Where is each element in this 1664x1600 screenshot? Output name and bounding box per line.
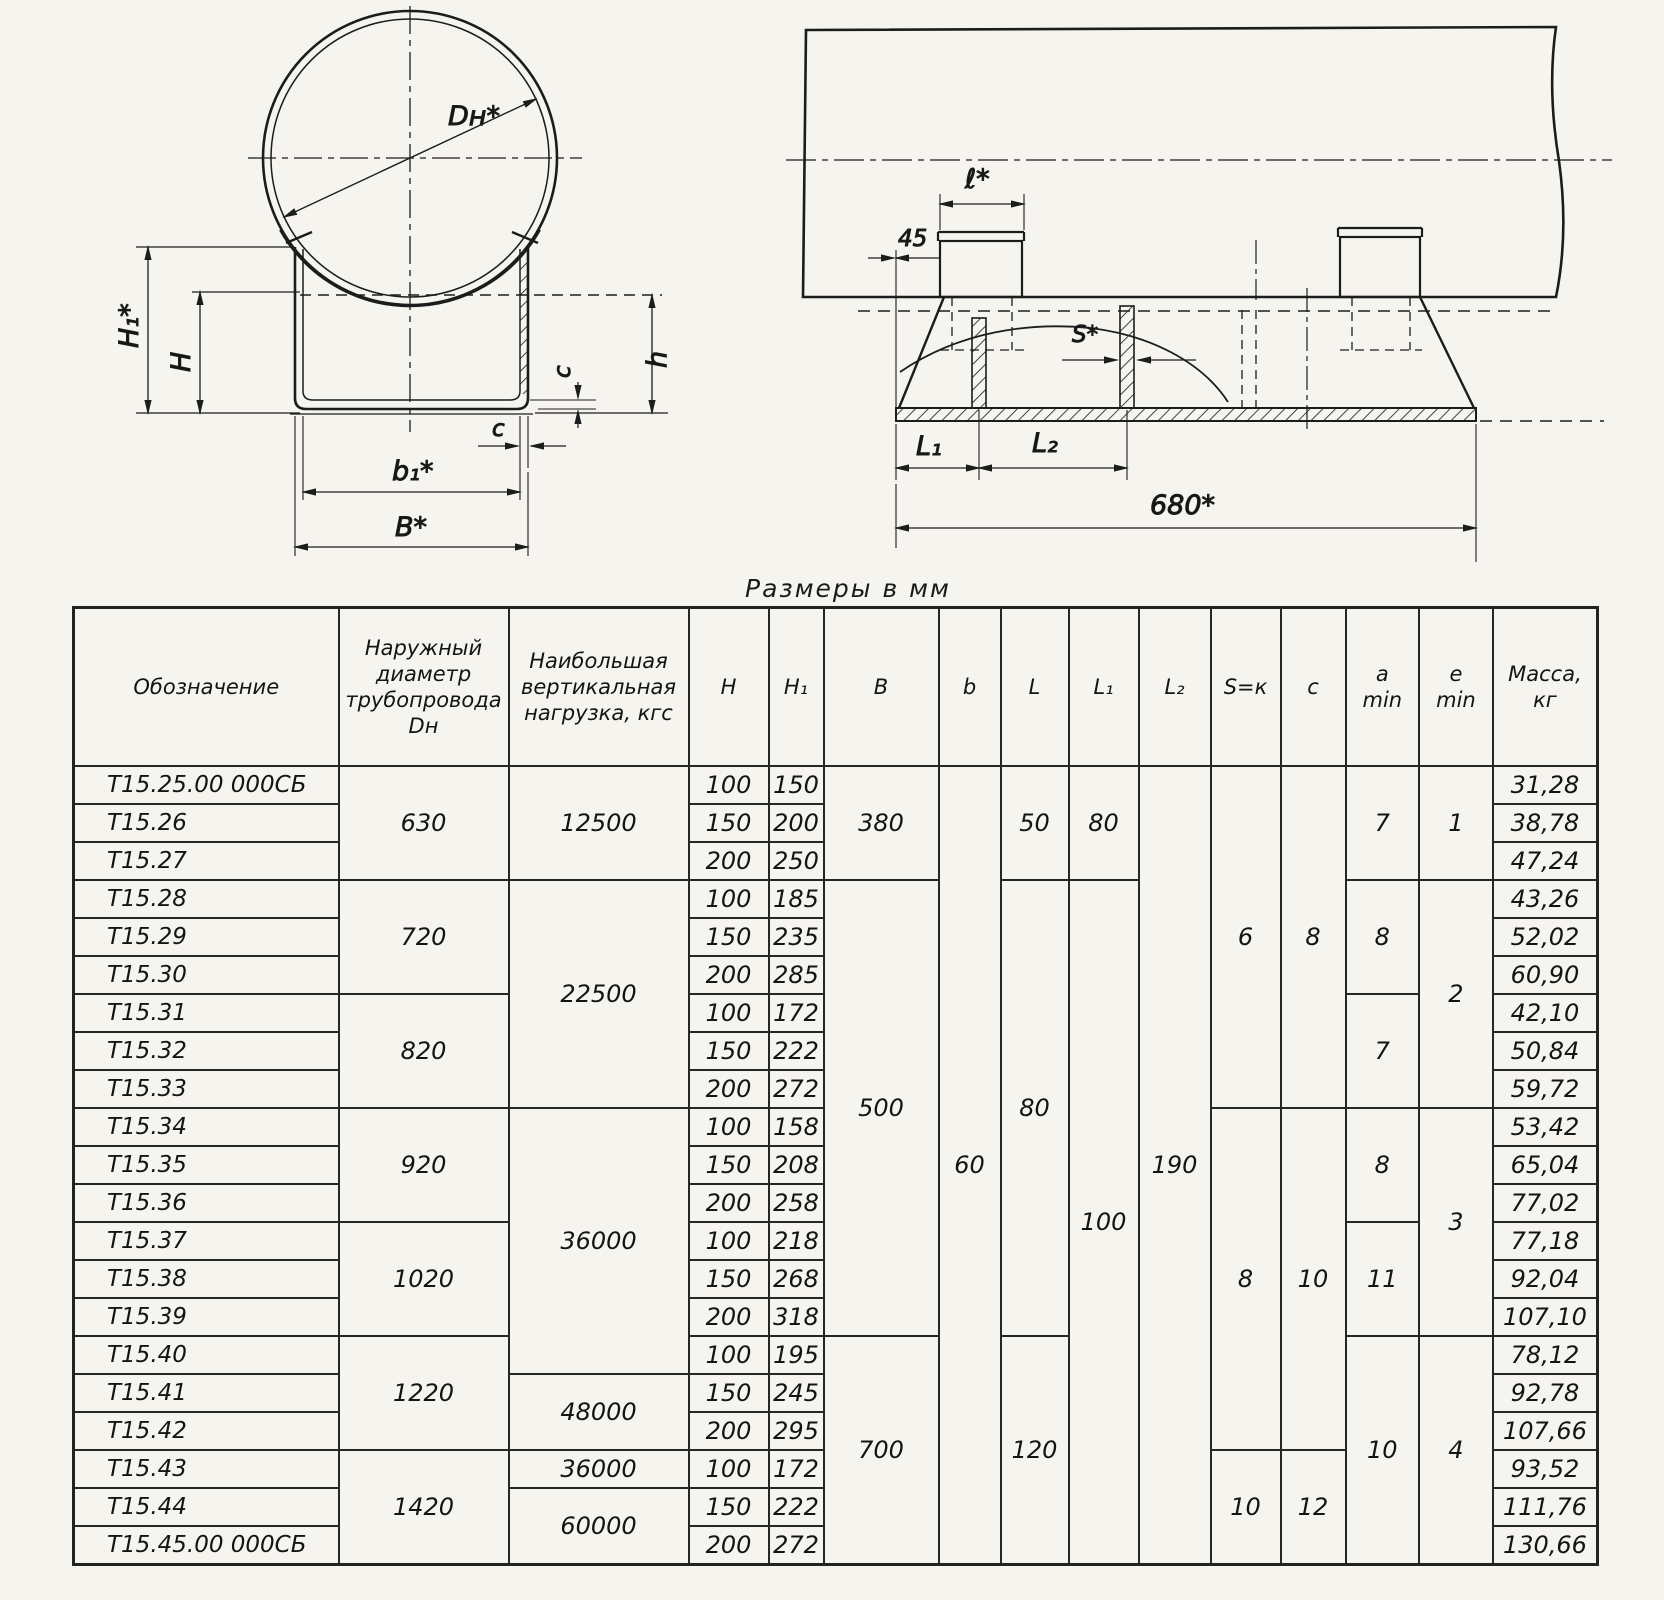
- cell-c: 10: [1281, 1108, 1346, 1450]
- cell-a-min: 8: [1346, 880, 1420, 994]
- cell-designation: Т15.26: [74, 804, 339, 842]
- cell-H: 150: [689, 804, 769, 842]
- cell-mass: 107,10: [1493, 1298, 1598, 1336]
- cell-L: 120: [1001, 1336, 1069, 1565]
- cell-H: 100: [689, 994, 769, 1032]
- cell-L2: 190: [1139, 766, 1211, 1565]
- cell-S: 8: [1211, 1108, 1281, 1450]
- cell-load: 36000: [509, 1450, 689, 1488]
- col-header-B: B: [824, 608, 939, 767]
- cell-L: 50: [1001, 766, 1069, 880]
- cell-designation: Т15.41: [74, 1374, 339, 1412]
- cell-H1: 235: [769, 918, 824, 956]
- cell-mass: 52,02: [1493, 918, 1598, 956]
- cell-mass: 130,66: [1493, 1526, 1598, 1565]
- cell-H: 100: [689, 1108, 769, 1146]
- cell-e-min: 2: [1419, 880, 1493, 1108]
- cell-mass: 53,42: [1493, 1108, 1598, 1146]
- cell-H1: 272: [769, 1070, 824, 1108]
- cell-H: 100: [689, 1336, 769, 1374]
- cell-designation: Т15.38: [74, 1260, 339, 1298]
- col-header-L: L: [1001, 608, 1069, 767]
- dim-label-dn: Dн*: [448, 101, 500, 132]
- cell-mass: 92,04: [1493, 1260, 1598, 1298]
- cell-H1: 208: [769, 1146, 824, 1184]
- cell-designation: Т15.40: [74, 1336, 339, 1374]
- col-header-mass: Масса, кг: [1493, 608, 1598, 767]
- cell-B: 700: [824, 1336, 939, 1565]
- cell-dn: 920: [339, 1108, 509, 1222]
- cell-designation: Т15.29: [74, 918, 339, 956]
- cell-designation: Т15.31: [74, 994, 339, 1032]
- cell-a-min: 7: [1346, 766, 1420, 880]
- cell-load: 22500: [509, 880, 689, 1108]
- cell-mass: 47,24: [1493, 842, 1598, 880]
- cell-H: 150: [689, 1374, 769, 1412]
- dim-label-b1: b₁*: [392, 456, 434, 487]
- cell-H1: 258: [769, 1184, 824, 1222]
- cell-c: 8: [1281, 766, 1346, 1108]
- cell-a-min: 11: [1346, 1222, 1420, 1336]
- cell-load: 36000: [509, 1108, 689, 1374]
- col-header-S: S=к: [1211, 608, 1281, 767]
- cell-designation: Т15.44: [74, 1488, 339, 1526]
- cell-H: 100: [689, 1222, 769, 1260]
- cell-load: 60000: [509, 1488, 689, 1565]
- col-header-load: Наибольшая вертикальная нагрузка, кгс: [509, 608, 689, 767]
- col-header-L2: L₂: [1139, 608, 1211, 767]
- cell-designation: Т15.28: [74, 880, 339, 918]
- cell-H: 200: [689, 1070, 769, 1108]
- pipe-cross-section-drawing: [114, 6, 673, 556]
- dim-label-45: 45: [898, 226, 928, 252]
- cell-designation: Т15.36: [74, 1184, 339, 1222]
- dim-label-H: H: [166, 351, 197, 372]
- cell-designation: Т15.34: [74, 1108, 339, 1146]
- col-header-H1: H₁: [769, 608, 824, 767]
- cell-designation: Т15.43: [74, 1450, 339, 1488]
- table-row: [74, 766, 1598, 804]
- col-header-designation: Обозначение: [74, 608, 339, 767]
- cell-dn: 630: [339, 766, 509, 880]
- cell-designation: Т15.30: [74, 956, 339, 994]
- cell-mass: 92,78: [1493, 1374, 1598, 1412]
- table-row: [74, 880, 1598, 918]
- cell-mass: 77,02: [1493, 1184, 1598, 1222]
- cell-H1: 222: [769, 1488, 824, 1526]
- cell-mass: 107,66: [1493, 1412, 1598, 1450]
- cell-H1: 222: [769, 1032, 824, 1070]
- cell-H1: 172: [769, 994, 824, 1032]
- cell-L1: 80: [1069, 766, 1139, 880]
- cell-mass: 65,04: [1493, 1146, 1598, 1184]
- col-header-dn: Наружный диаметр трубопровода Dн: [339, 608, 509, 767]
- cell-H1: 218: [769, 1222, 824, 1260]
- cell-H: 200: [689, 1184, 769, 1222]
- dimensions-table: [72, 606, 1599, 1566]
- cell-mass: 42,10: [1493, 994, 1598, 1032]
- dim-label-680: 680*: [1150, 490, 1216, 521]
- cell-H1: 150: [769, 766, 824, 804]
- cell-H: 100: [689, 766, 769, 804]
- cell-designation: Т15.42: [74, 1412, 339, 1450]
- cell-designation: Т15.35: [74, 1146, 339, 1184]
- cell-B: 380: [824, 766, 939, 880]
- cell-dn: 1220: [339, 1336, 509, 1450]
- cell-H: 150: [689, 918, 769, 956]
- technical-drawing: [0, 0, 1664, 600]
- cell-H: 100: [689, 880, 769, 918]
- cell-S: 10: [1211, 1450, 1281, 1565]
- col-header-b: b: [939, 608, 1001, 767]
- cell-mass: 78,12: [1493, 1336, 1598, 1374]
- cell-H: 200: [689, 842, 769, 880]
- cell-H: 200: [689, 956, 769, 994]
- cell-c: 12: [1281, 1450, 1346, 1565]
- cell-load: 12500: [509, 766, 689, 880]
- cell-dn: 1020: [339, 1222, 509, 1336]
- cell-mass: 38,78: [1493, 804, 1598, 842]
- cell-H1: 158: [769, 1108, 824, 1146]
- dim-label-S: S*: [1072, 322, 1099, 348]
- cell-H: 100: [689, 1450, 769, 1488]
- cell-designation: Т15.32: [74, 1032, 339, 1070]
- cell-H: 150: [689, 1488, 769, 1526]
- cell-H1: 185: [769, 880, 824, 918]
- cell-dn: 1420: [339, 1450, 509, 1565]
- cell-e-min: 1: [1419, 766, 1493, 880]
- cell-mass: 60,90: [1493, 956, 1598, 994]
- cell-H1: 272: [769, 1526, 824, 1565]
- pipe-side-view-drawing: [786, 27, 1612, 562]
- cell-H: 200: [689, 1298, 769, 1336]
- col-header-L1: L₁: [1069, 608, 1139, 767]
- col-header-a-min: a min: [1346, 608, 1420, 767]
- col-header-H: H: [689, 608, 769, 767]
- cell-e-min: 4: [1419, 1336, 1493, 1565]
- dim-label-L2: L₂: [1032, 428, 1058, 459]
- cell-mass: 93,52: [1493, 1450, 1598, 1488]
- cell-L1: 100: [1069, 880, 1139, 1565]
- cell-H: 150: [689, 1146, 769, 1184]
- cell-H1: 318: [769, 1298, 824, 1336]
- cell-designation: Т15.39: [74, 1298, 339, 1336]
- cell-H1: 250: [769, 842, 824, 880]
- cell-a-min: 10: [1346, 1336, 1420, 1565]
- dim-label-L1: L₁: [916, 431, 942, 462]
- cell-designation: Т15.27: [74, 842, 339, 880]
- cell-mass: 77,18: [1493, 1222, 1598, 1260]
- cell-load: 48000: [509, 1374, 689, 1450]
- dim-label-H1: H₁*: [114, 303, 145, 348]
- dim-label-h: h: [642, 350, 673, 368]
- cell-H1: 295: [769, 1412, 824, 1450]
- cell-H: 150: [689, 1260, 769, 1298]
- cell-designation: Т15.37: [74, 1222, 339, 1260]
- cell-H1: 195: [769, 1336, 824, 1374]
- cell-designation: Т15.25.00 000СБ: [74, 766, 339, 804]
- cell-b: 60: [939, 766, 1001, 1565]
- dim-label-B: B*: [395, 512, 428, 543]
- cell-H: 200: [689, 1526, 769, 1565]
- cell-mass: 31,28: [1493, 766, 1598, 804]
- cell-a-min: 7: [1346, 994, 1420, 1108]
- cell-S: 6: [1211, 766, 1281, 1108]
- col-header-c: c: [1281, 608, 1346, 767]
- cell-H: 200: [689, 1412, 769, 1450]
- cell-designation: Т15.45.00 000СБ: [74, 1526, 339, 1565]
- cell-H1: 245: [769, 1374, 824, 1412]
- table-header-row: [74, 608, 1598, 767]
- cell-H1: 200: [769, 804, 824, 842]
- cell-mass: 111,76: [1493, 1488, 1598, 1526]
- cell-designation: Т15.33: [74, 1070, 339, 1108]
- col-header-e-min: e min: [1419, 608, 1493, 767]
- table-title: Размеры в мм: [745, 574, 951, 603]
- cell-L: 80: [1001, 880, 1069, 1336]
- cell-H1: 285: [769, 956, 824, 994]
- cell-mass: 43,26: [1493, 880, 1598, 918]
- dim-label-c-bottom: c: [492, 416, 505, 442]
- cell-H1: 268: [769, 1260, 824, 1298]
- cell-mass: 59,72: [1493, 1070, 1598, 1108]
- cell-dn: 820: [339, 994, 509, 1108]
- cell-mass: 50,84: [1493, 1032, 1598, 1070]
- cell-H1: 172: [769, 1450, 824, 1488]
- cell-B: 500: [824, 880, 939, 1336]
- dim-label-l: ℓ*: [965, 164, 990, 195]
- cell-H: 150: [689, 1032, 769, 1070]
- table-row: [74, 1336, 1598, 1374]
- cell-a-min: 8: [1346, 1108, 1420, 1222]
- cell-e-min: 3: [1419, 1108, 1493, 1336]
- cell-dn: 720: [339, 880, 509, 994]
- dim-label-c-side: c: [550, 365, 576, 378]
